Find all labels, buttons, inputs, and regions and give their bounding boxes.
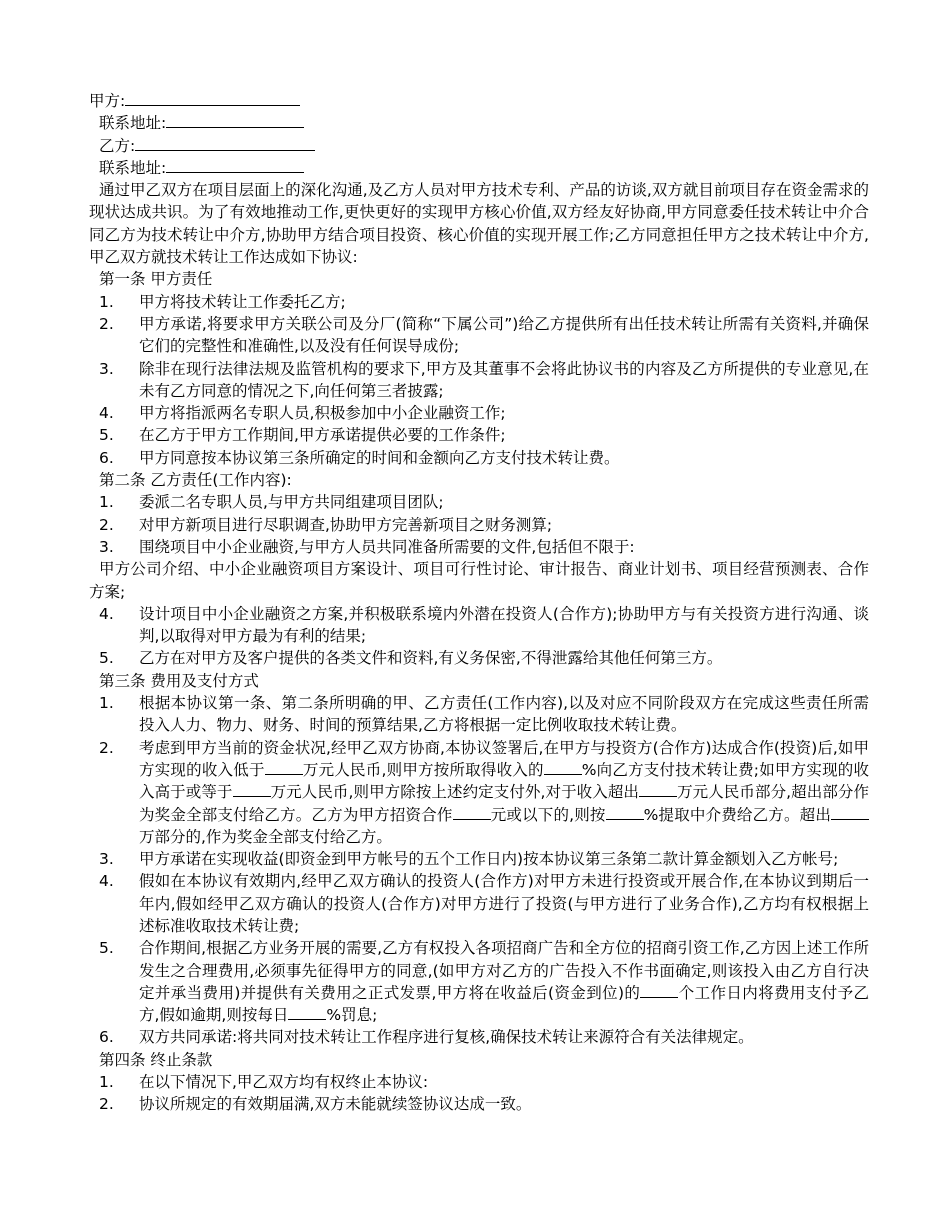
item-text: 合作期间,根据乙方业务开展的需要,乙方有权投入各项招商广告和全方位的招商引资工作,乙方因上述工作所发生之合理费用,必须事先征得甲方的同意,(如甲方对乙方的广告投入不作书面确定,则该投入由乙方自行决定并承当费用)并提供有关费用之正式发票,甲方将在收益后(资金到位)的	[139, 939, 869, 1002]
fill-blank	[453, 804, 491, 820]
item-text: 委派二名专职人员,与甲方共同组建项目团队;	[139, 493, 444, 512]
address-a-line	[89, 112, 869, 134]
section-4-title: 第四条 终止条款	[99, 1050, 213, 1069]
party-a-label: 甲方:	[89, 92, 126, 110]
item-text: 甲方将技术转让工作委托乙方;	[139, 292, 346, 311]
item-number: 2.	[99, 515, 114, 534]
item-number: 5.	[99, 649, 114, 668]
item-number: 1.	[99, 1073, 114, 1092]
address-b-blank	[166, 157, 304, 173]
item-number: 6.	[99, 448, 114, 467]
item-text: 乙方在对甲方及客户提供的各类文件和资料,有义务保密,不得泄露给其他任何第三方。	[139, 649, 723, 668]
item-number: 2.	[99, 738, 114, 757]
fill-blank	[606, 804, 644, 820]
item-text: 甲方承诺,将要求甲方关联公司及分厂(简称“下属公司”)给乙方提供所有出任技术转让所需有关资料,并确保它们的完整性和准确性,以及没有任何误导成份;	[139, 314, 869, 356]
fill-blank	[544, 759, 582, 775]
item-number: 2.	[99, 1095, 114, 1114]
fill-blank	[288, 1004, 326, 1020]
fill-blank	[831, 804, 869, 820]
list-item	[89, 1093, 869, 1115]
item-number: 3.	[99, 359, 114, 378]
item-number: 1.	[99, 292, 114, 311]
list-item	[89, 937, 869, 1026]
item-text: %向乙方支付技术转让费;如甲方实现的收入高于或等于	[139, 760, 869, 802]
item-number: 4.	[99, 872, 114, 891]
item-text: 在乙方于甲方工作期间,甲方承诺提供必要的工作条件;	[139, 426, 506, 445]
item-text: 个工作日内将费用支付予乙方,假如逾期,则按每日	[139, 983, 869, 1025]
item-number: 4.	[99, 404, 114, 423]
item-text: 设计项目中小企业融资之方案,并积极联系境内外潜在投资人(合作方);协助甲方与有关投资方进行沟通、谈判,以取得对甲方最为有利的结果;	[139, 604, 869, 646]
party-b-label: 乙方:	[99, 136, 136, 155]
item-text: 元或以下的,则按	[490, 805, 606, 824]
item-text: 双方共同承诺:将共同对技术转让工作程序进行复核,确保技术转让来源符合有关法律规定。	[139, 1028, 754, 1047]
item-text: 围绕项目中小企业融资,与甲方人员共同准备所需要的文件,包括但不限于:	[139, 537, 635, 556]
item-text: 甲方将指派两名专职人员,积极参加中小企业融资工作;	[139, 404, 506, 423]
item-text: 考虑到甲方当前的资金状况,经甲乙双方协商,本协议签署后,在甲方与投资方(合作方)达成合作(投资)后,如甲方实现的收入低于	[139, 738, 869, 779]
item-text: 假如在本协议有效期内,经甲乙双方确认的投资人(合作方)对甲方未进行投资或开展合作,在本协议到期后一年内,假如经甲乙双方确认的投资人(合作方)对甲方进行了投资(与甲方进行了业务合作),乙方均有权根据上述标准收取技术转让费;	[139, 872, 869, 935]
item-text: 万元人民币部分,超出部分作为奖金全部支付给乙方。乙方为甲方招资合作	[139, 783, 869, 824]
list-item	[89, 737, 869, 848]
item-number: 5.	[99, 939, 114, 958]
list-item	[89, 402, 869, 424]
list-item	[89, 424, 869, 446]
list-item	[89, 1071, 869, 1093]
item-text: 万元人民币,则甲方除按上述约定支付外,对于收入超出	[270, 783, 639, 802]
item-text: 除非在现行法律法规及监管机构的要求下,甲方及其董事不会将此协议书的内容及乙方所提供的专业意见,在未有乙方同意的情况之下,向任何第三者披露;	[139, 359, 869, 400]
party-a-line	[89, 90, 869, 112]
address-a-label: 联系地址:	[99, 114, 167, 133]
item-number: 3.	[99, 850, 114, 869]
item-text: 甲方承诺在实现收益(即资金到甲方帐号的五个工作日内)按本协议第三条第二款计算金额划入乙方帐号;	[139, 850, 839, 869]
section-3-title: 第三条 费用及支付方式	[99, 671, 259, 690]
item-number: 5.	[99, 426, 114, 445]
item-text: 在以下情况下,甲乙双方均有权终止本协议:	[139, 1073, 429, 1092]
address-b-label: 联系地址:	[99, 158, 167, 177]
list-item	[89, 491, 869, 513]
list-item	[89, 1026, 869, 1048]
item-text: 万元人民币,则甲方按所取得收入的	[302, 760, 544, 779]
item-number: 1.	[99, 694, 114, 713]
item-text: %罚息;	[326, 1006, 378, 1025]
deliverables-paragraph: 甲方公司介绍、中小企业融资项目方案设计、项目可行性讨论、审计报告、商业计划书、项目经营预测表、合作方案;	[89, 560, 869, 601]
party-b-blank	[135, 135, 315, 151]
item-text: 万部分的,作为奖金全部支付给乙方。	[139, 827, 392, 846]
list-item	[89, 447, 869, 469]
section-1-title: 第一条 甲方责任	[99, 270, 213, 289]
list-item	[89, 870, 869, 937]
party-b-line	[89, 135, 869, 157]
item-text: 根据本协议第一条、第二条所明确的甲、乙方责任(工作内容),以及对应不同阶段双方在完成这些责任所需投入人力、物力、财务、时间的预算结果,乙方将根据一定比例收取技术转让费。	[139, 694, 869, 735]
section-2-title: 第二条 乙方责任(工作内容):	[99, 471, 292, 490]
item-text: %提取中介费给乙方。超出	[643, 805, 831, 824]
item-number: 1.	[99, 493, 114, 512]
list-item	[89, 536, 869, 558]
address-b-line	[89, 157, 869, 179]
fill-blank	[639, 781, 677, 797]
intro-paragraph: 通过甲乙双方在项目层面上的深化沟通,及乙方人员对甲方技术专利、产品的访谈,双方就目前项目存在资金需求的现状达成共识。为了有效地推动工作,更快更好的实现甲方核心价值,双方经友好协商,甲方同意委任技术转让中介合同乙方为技术转让中介方,协助甲方结合项目投资、核心价值的实现开展工作;乙方同意担任甲方之技术转让中介方,甲乙双方就技术转让工作达成如下协议:	[89, 181, 869, 267]
item-number: 6.	[99, 1028, 114, 1047]
item-text: 对甲方新项目进行尽职调查,协助甲方完善新项目之财务测算;	[139, 515, 553, 534]
item-number: 2.	[99, 314, 114, 333]
item-text: 协议所规定的有效期届满,双方未能就续签协议达成一致。	[139, 1095, 532, 1114]
fill-blank	[640, 982, 678, 998]
list-item	[89, 514, 869, 536]
agreement-document	[89, 90, 869, 1116]
fill-blank	[233, 781, 271, 797]
party-a-blank	[125, 90, 300, 106]
list-item	[89, 313, 869, 358]
list-item	[89, 647, 869, 669]
item-number: 3.	[99, 537, 114, 556]
list-item	[89, 358, 869, 403]
list-item	[89, 291, 869, 313]
item-text: 甲方同意按本协议第三条所确定的时间和金额向乙方支付技术转让费。	[139, 448, 620, 467]
list-item	[89, 848, 869, 870]
list-item	[89, 692, 869, 737]
item-number: 4.	[99, 604, 114, 623]
list-item	[89, 603, 869, 648]
address-a-blank	[166, 112, 304, 128]
fill-blank	[265, 759, 303, 775]
